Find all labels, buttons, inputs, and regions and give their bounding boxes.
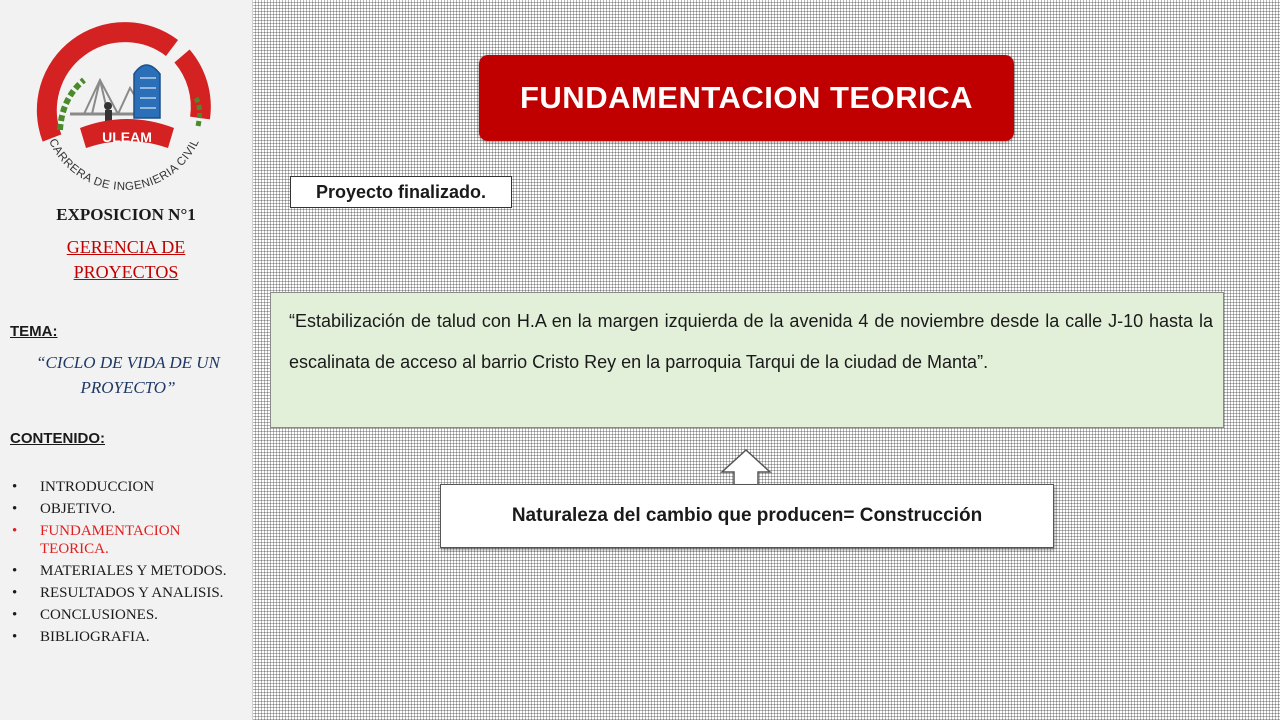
uleam-logo [22, 18, 222, 200]
exposicion-title: EXPOSICION N°1 [56, 205, 196, 224]
contents-item-introduccion: • INTRODUCCION [0, 478, 252, 496]
naturaleza-box: Naturaleza del cambio que producen= Construcción [440, 484, 1054, 548]
contents-item-objetivo: • OBJETIVO. [0, 500, 252, 518]
status-label: Proyecto finalizado. [290, 176, 512, 208]
sidebar [0, 0, 253, 720]
tema-value: “CICLO DE VIDA DE UN PROYECTO” [36, 353, 220, 397]
project-quote-box [270, 292, 1224, 428]
subject-title: GERENCIA DE PROYECTOS [66, 237, 186, 282]
logo-emblem [22, 18, 222, 200]
contents-item-fundamentacion: • FUNDAMENTACION TEORICA. [0, 522, 252, 558]
contenido-label: CONTENIDO: [10, 430, 105, 447]
page-title: FUNDAMENTACION TEORICA [519, 80, 973, 115]
project-quote: “Estabilización de talud con H.A en la margen izquierda de la avenida 4 de noviembre desde la calle J-10 hasta la escalinata de acceso al barrio Cristo Rey en la parroquia Tarqui de la ciudad de Manta”. [289, 311, 1213, 372]
logo-arc-text: CARRERA DE INGENIERIA CIVIL [46, 136, 202, 194]
up-arrow-icon [720, 448, 772, 488]
contents-item-bibliografia: • BIBLIOGRAFIA. [0, 628, 252, 646]
contents-item-resultados: • RESULTADOS Y ANALISIS. [0, 584, 252, 602]
contents-item-conclusiones: • CONCLUSIONES. [0, 606, 252, 624]
contents-item-materiales: • MATERIALES Y METODOS. [0, 562, 252, 580]
contents-list [0, 478, 252, 650]
logo-uleam-text: ULEAM [102, 129, 152, 145]
tema-label: TEMA: [10, 323, 58, 340]
title-banner [479, 55, 1014, 141]
